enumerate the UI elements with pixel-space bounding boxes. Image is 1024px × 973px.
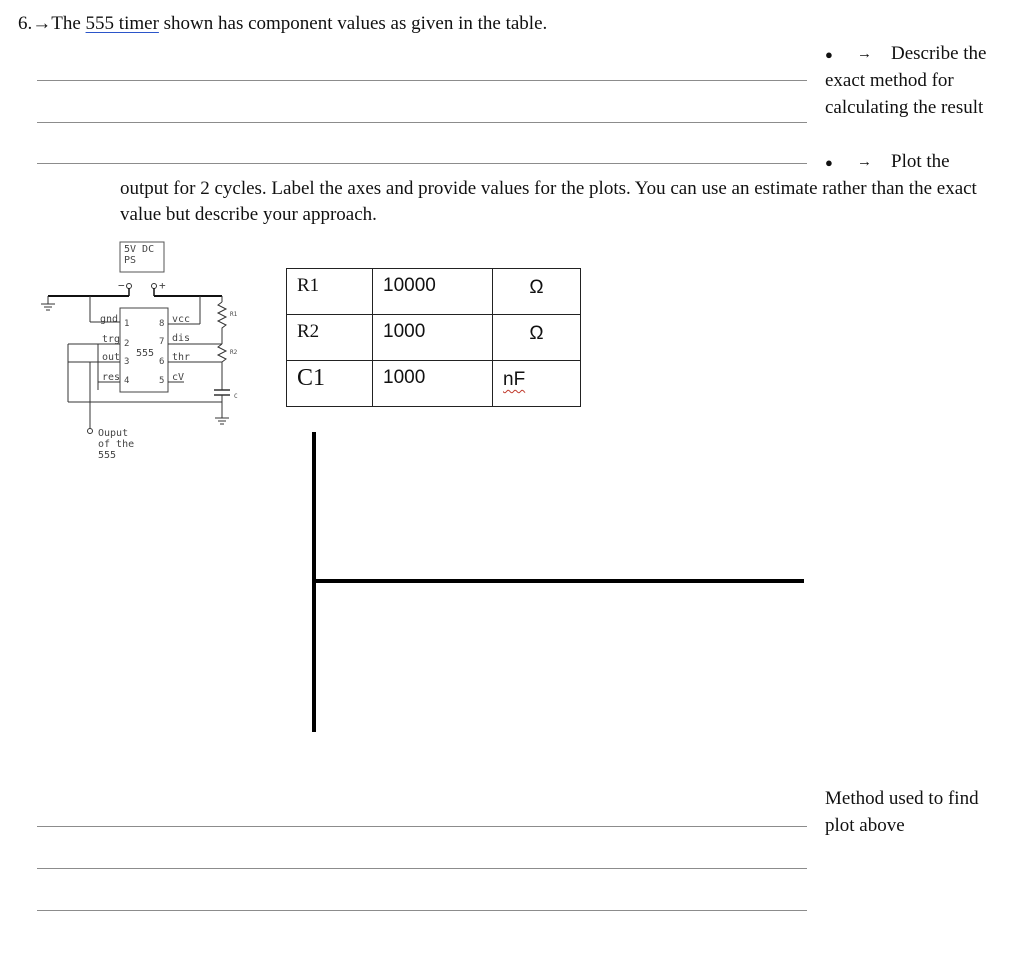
ps-plus: + [159, 279, 166, 292]
answer-line[interactable] [37, 163, 807, 164]
method-label [825, 785, 979, 839]
pin-out: out [102, 352, 121, 363]
r1-label: R1 [230, 311, 238, 318]
pin-dis: dis [172, 333, 191, 344]
output-label: Ouput [98, 428, 129, 439]
method-line: Method used to find [825, 788, 979, 809]
r2-label: R2 [230, 349, 238, 356]
component-table [286, 268, 581, 407]
pin-trg: trg [102, 334, 121, 345]
bullet-icon: ● [825, 155, 833, 170]
table-row [287, 361, 581, 407]
pin-vcc: vcc [172, 314, 191, 325]
pin-num: 7 [159, 337, 165, 347]
answer-line[interactable] [37, 910, 807, 911]
question-heading [18, 13, 547, 35]
pin-thr: thr [172, 352, 191, 363]
bullet-describe [825, 43, 1015, 69]
plot-x-axis [314, 579, 804, 583]
pin-num: 8 [159, 319, 165, 329]
table-row [287, 315, 581, 361]
pin-cv: cV [172, 372, 185, 383]
component-unit [493, 361, 581, 407]
ps-minus: − [118, 279, 125, 292]
circuit-diagram-555 [38, 240, 258, 470]
resistor-r2 [218, 344, 226, 362]
bullet-text: Plot the [891, 151, 950, 172]
chip-label: 555 [136, 348, 155, 359]
component-name: R2 [287, 315, 373, 361]
component-value: 1000 [373, 361, 493, 407]
question-number: 6. [18, 13, 33, 34]
continuation-line: calculating the result [825, 97, 984, 118]
question-text-post: shown has component values as given in the table. [158, 13, 548, 34]
output-label: 555 [98, 450, 117, 461]
component-unit: Ω [493, 315, 581, 361]
bullet-plot [825, 151, 1015, 177]
instruction-paragraph: output for 2 cycles. Label the axes and provide values for the plots. You can use an estimate rather than the exact value but describe your approach. [120, 178, 977, 225]
arrow-icon: → [857, 46, 872, 62]
answer-line[interactable] [37, 826, 807, 827]
answer-line[interactable] [37, 868, 807, 869]
arrow-icon: → [857, 154, 872, 170]
pin-num: 4 [124, 376, 130, 386]
resistor-r1 [218, 302, 226, 344]
timer-link[interactable]: 555 timer [85, 13, 159, 34]
output-label: of the [98, 439, 135, 450]
component-name: C1 [287, 361, 373, 407]
pin-num: 2 [124, 339, 130, 349]
component-name: R1 [287, 269, 373, 315]
question-text-pre: The [51, 13, 86, 34]
arrow-icon: → [32, 13, 52, 34]
answer-line[interactable] [37, 122, 807, 123]
bullet-continuation [825, 67, 983, 121]
method-line: plot above [825, 815, 905, 836]
answer-line[interactable] [37, 80, 807, 81]
pin-num: 1 [124, 319, 130, 329]
ps-label-2: PS [124, 255, 137, 266]
component-unit-text: nF [503, 369, 526, 390]
component-value: 1000 [373, 315, 493, 361]
ps-label-1: 5V DC [124, 244, 155, 255]
pin-num: 6 [159, 357, 165, 367]
table-row [287, 269, 581, 315]
pin-res: res [102, 372, 121, 383]
pin-num: 3 [124, 357, 130, 367]
component-value: 10000 [373, 269, 493, 315]
pin-gnd: gnd [100, 314, 119, 325]
component-unit: Ω [493, 269, 581, 315]
output-terminal [88, 429, 93, 434]
bullet-text: Describe the [891, 43, 987, 64]
c-label: C [234, 393, 238, 400]
bullet-icon: ● [825, 47, 833, 62]
pin-num: 5 [159, 376, 165, 386]
continuation-line: exact method for [825, 70, 954, 91]
